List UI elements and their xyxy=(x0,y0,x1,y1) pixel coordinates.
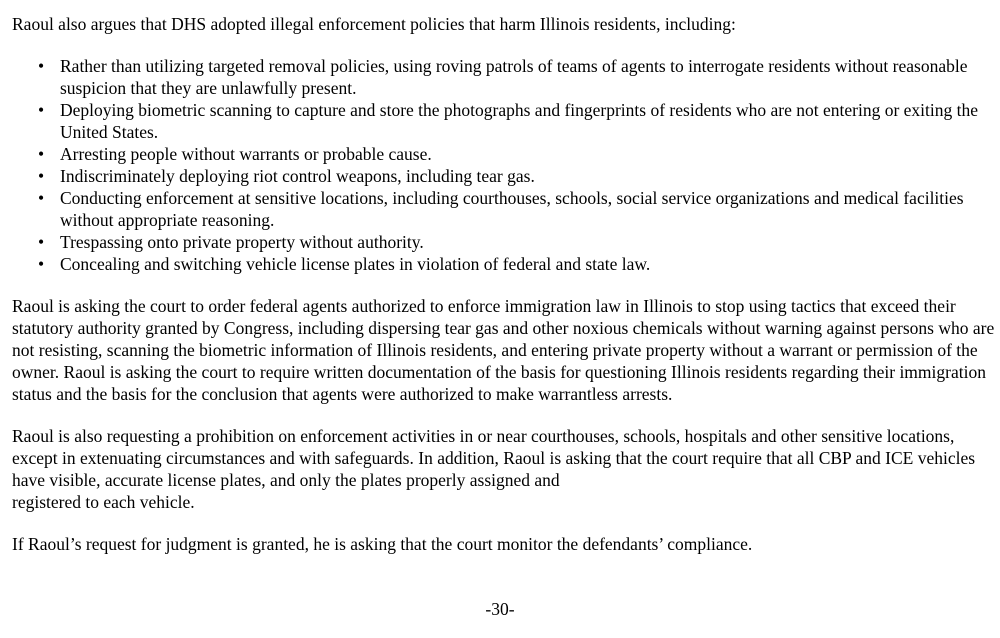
paragraph-compliance-monitoring: If Raoul’s request for judgment is granted, he is asking that the court monitor the defendants’ compliance. xyxy=(12,534,753,554)
policy-bullet-list xyxy=(12,55,996,275)
bullet-item-arrests-without-warrants: • Arresting people without warrants or probable cause. xyxy=(60,143,996,165)
paragraph-prohibition-line-2: registered to each vehicle. xyxy=(12,492,195,512)
bullet-item-riot-control-weapons: • Indiscriminately deploying riot control weapons, including tear gas. xyxy=(60,165,996,187)
paragraph-court-order: Raoul is asking the court to order federal agents authorized to enforce immigration law in Illinois to stop using tactics that exceed their statutory authority granted by Congress, including dispersing tear gas and other noxious chemicals without warning against persons who are not resisting, scanning the biometric information of Illinois residents, and entering private property without a warrant or permission of the owner. Raoul is asking the court to require written documentation of the basis for questioning Illinois residents regarding their immigration status and the basis for the conclusion that agents were authorized to make warrantless arrests. xyxy=(12,296,995,404)
intro-text: Raoul also argues that DHS adopted illegal enforcement policies that harm Illinois residents, including: xyxy=(12,14,736,34)
document-page xyxy=(12,13,996,575)
page-number: -30- xyxy=(485,599,515,619)
bullet-item-biometric-scanning: • Deploying biometric scanning to capture and store the photographs and fingerprints of residents who are not entering or exiting the United States. xyxy=(60,99,996,143)
bullet-item-sensitive-locations: • Conducting enforcement at sensitive locations, including courthouses, schools, social service organizations and medical facilities without appropriate reasoning. xyxy=(60,187,996,231)
bullet-item-license-plates: • Concealing and switching vehicle license plates in violation of federal and state law. xyxy=(60,253,996,275)
bullet-item-trespassing: • Trespassing onto private property without authority. xyxy=(60,231,996,253)
bullet-item-roving-patrols: • Rather than utilizing targeted removal policies, using roving patrols of teams of agents to interrogate residents without reasonable suspicion that they are unlawfully present. xyxy=(60,55,996,99)
paragraph-prohibition-line-1: Raoul is also requesting a prohibition on enforcement activities in or near courthouses, schools, hospitals and other sensitive locations, except in extenuating circumstances and with safeguards. In addition, Raoul is asking that the court require that all CBP and ICE vehicles have visible, accurate license plates, and only the plates properly assigned and xyxy=(12,426,976,490)
paragraph-prohibition-request xyxy=(12,425,996,513)
